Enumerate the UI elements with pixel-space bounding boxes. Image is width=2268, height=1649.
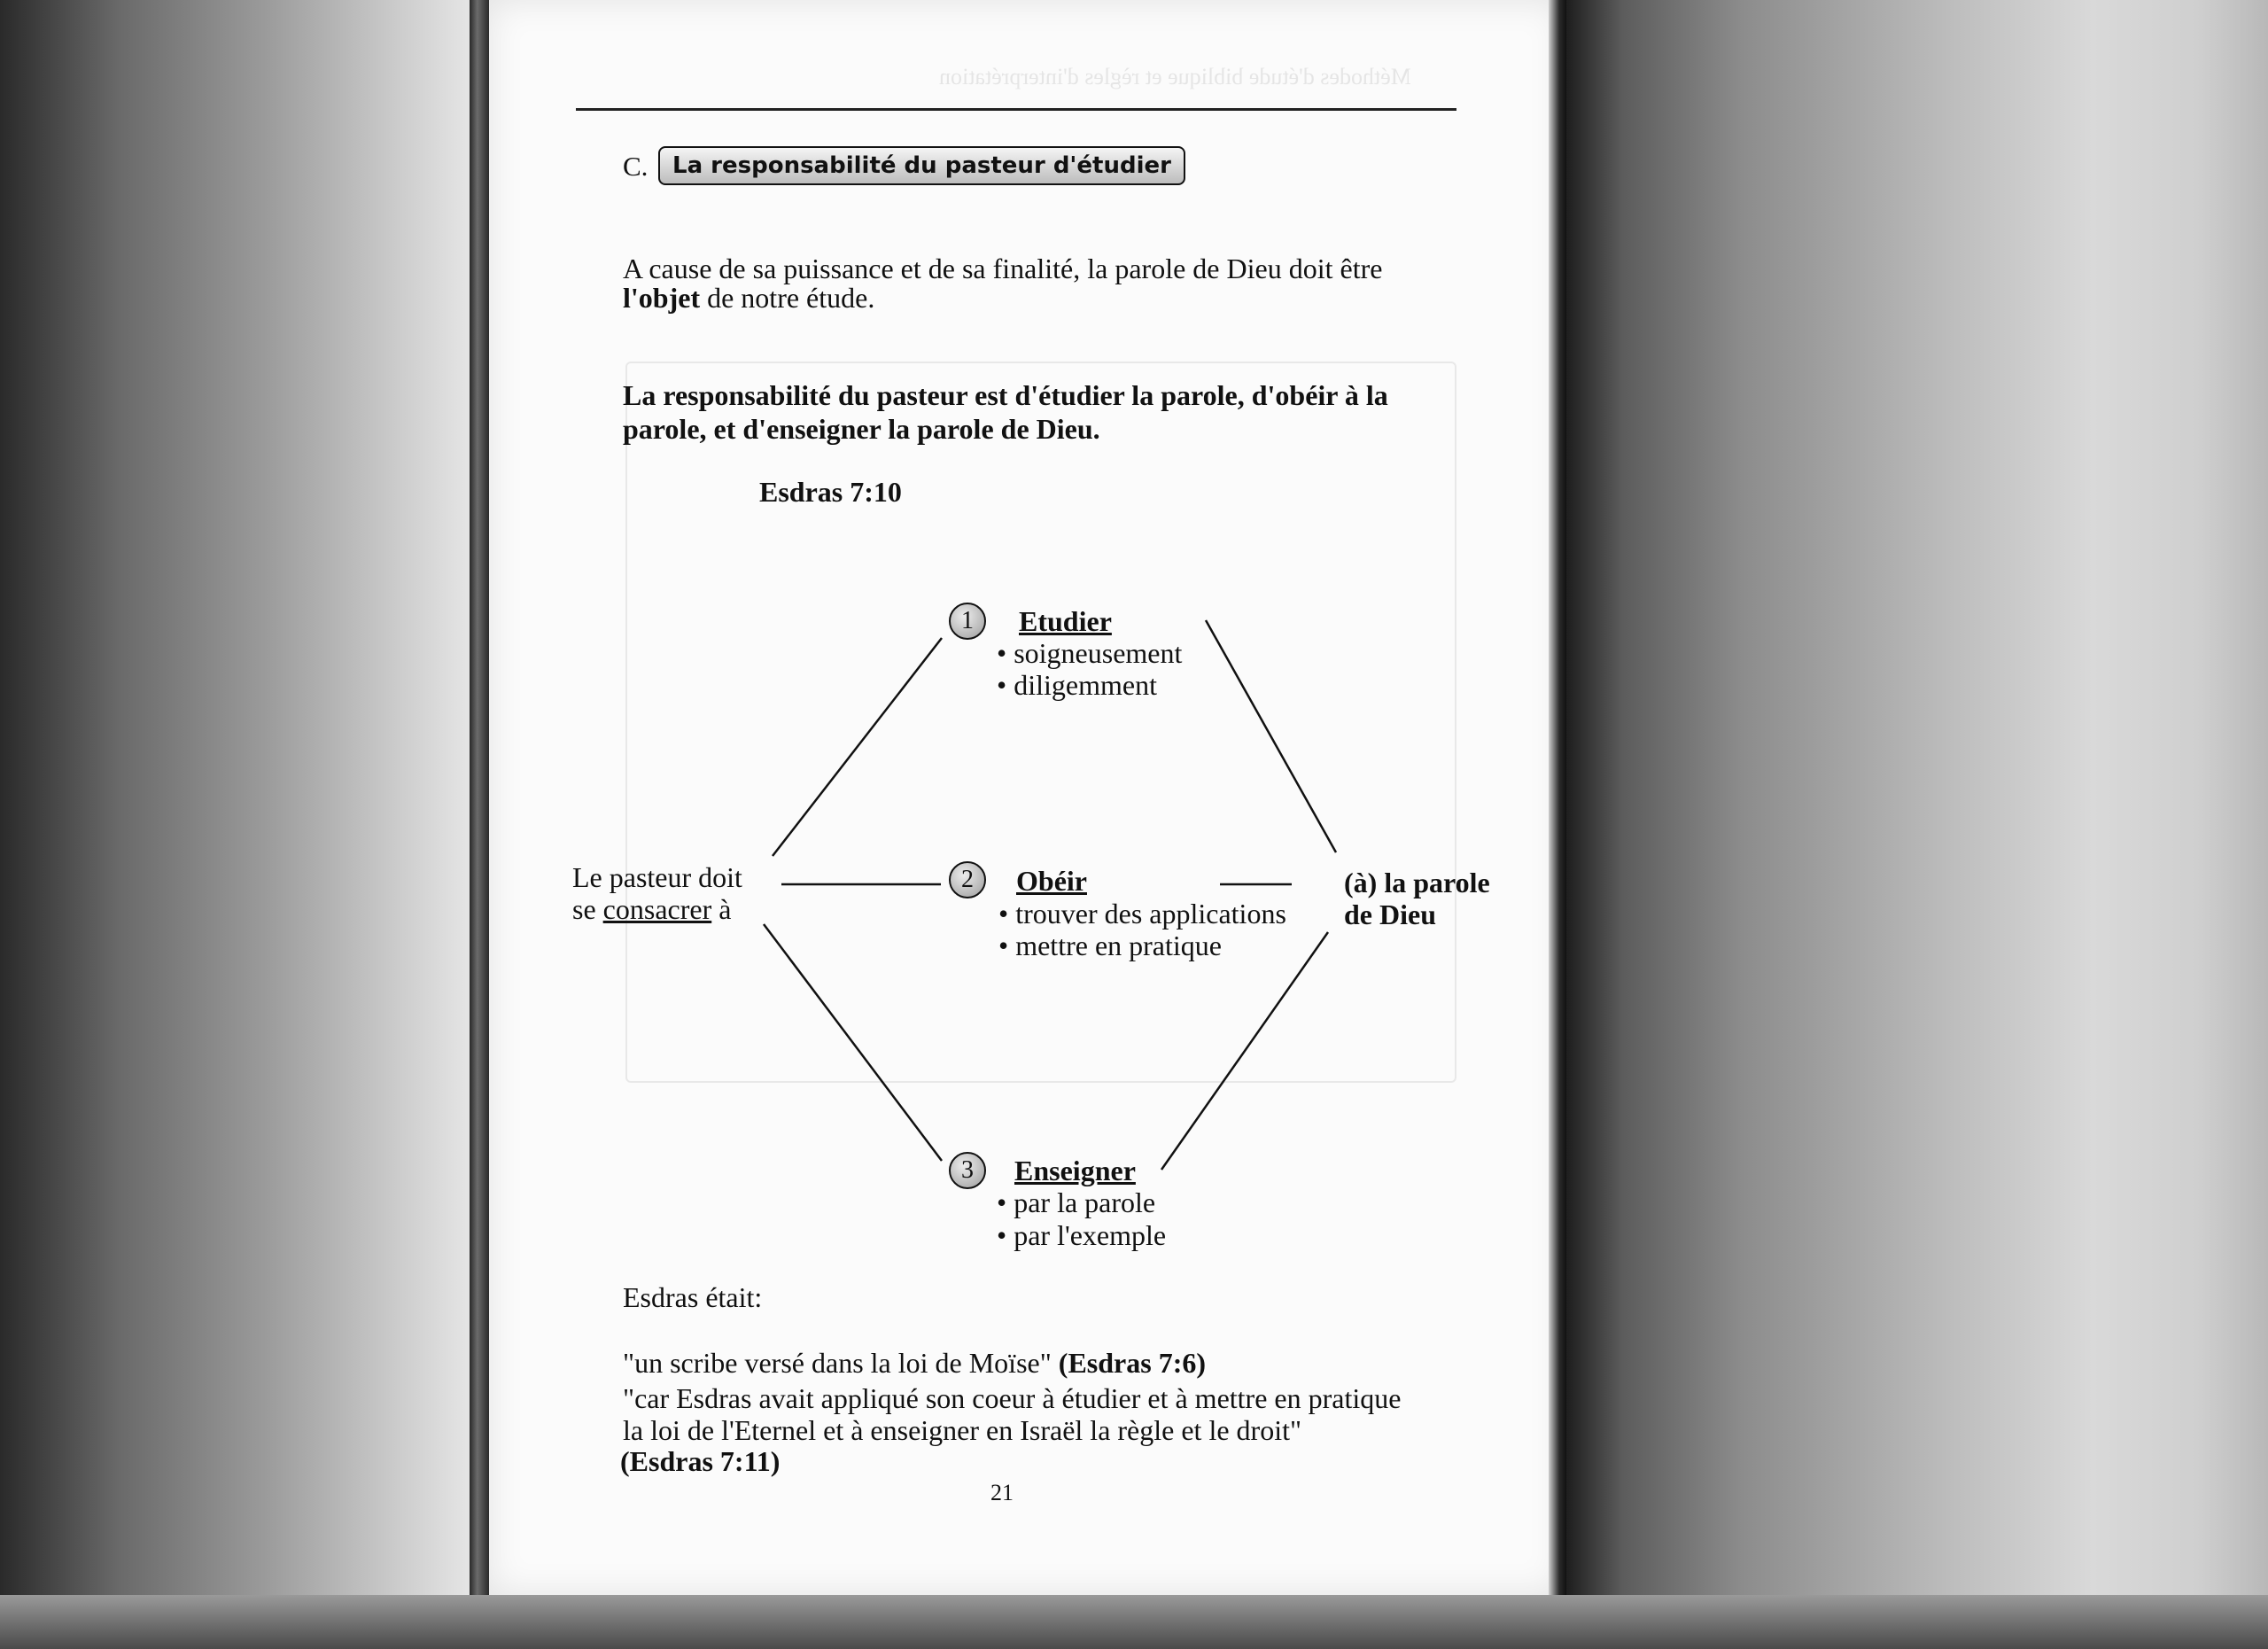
closing-label: Esdras était: bbox=[623, 1281, 763, 1313]
diagram-left-line-2 bbox=[572, 893, 731, 925]
section-title: La responsabilité du pasteur d'étudier bbox=[672, 152, 1171, 179]
line-left-to-enseigner bbox=[764, 924, 942, 1161]
left-suffix: à bbox=[711, 893, 732, 925]
closing-quote-2-reference: (Esdras 7:11) bbox=[620, 1445, 781, 1477]
step-2-number-circle: 2 bbox=[949, 861, 986, 898]
step-3-number-circle: 3 bbox=[949, 1152, 986, 1189]
step-1-bullet-1: • soigneusement bbox=[997, 637, 1183, 669]
step-2-bullet-1: • trouver des applications bbox=[998, 898, 1286, 930]
closing-quote-2-line-2: la loi de l'Eternel et à enseigner en Israël la règle et le droit" bbox=[623, 1414, 1302, 1446]
closing-quote-2-line-1: "car Esdras avait appliqué son coeur à étudier et à mettre en pratique bbox=[623, 1382, 1402, 1414]
left-prefix: se bbox=[572, 893, 603, 925]
mirrored-running-title: Méthodes d'étude biblique et règles d'interprétation bbox=[939, 64, 1411, 89]
page-number: 21 bbox=[990, 1480, 1014, 1505]
step-3-title: Enseigner bbox=[1014, 1155, 1136, 1186]
quote-1-reference: (Esdras 7:6) bbox=[1058, 1347, 1206, 1379]
intro-line-2-rest: de notre étude. bbox=[700, 282, 875, 314]
reference-esdras-7-10: Esdras 7:10 bbox=[759, 476, 902, 508]
thesis-line-1: La responsabilité du pasteur est d'étudier la parole, d'obéir à la bbox=[623, 379, 1388, 411]
line-etudier-to-parole bbox=[1206, 620, 1336, 852]
section-letter: C. bbox=[623, 151, 649, 182]
quote-1-text: "un scribe versé dans la loi de Moïse" bbox=[623, 1347, 1059, 1379]
line-left-to-etudier bbox=[773, 638, 942, 856]
step-1-title: Etudier bbox=[1019, 605, 1112, 637]
step-2-bullet-2: • mettre en pratique bbox=[998, 930, 1222, 961]
line-enseigner-to-parole bbox=[1161, 932, 1328, 1170]
step-1-bullet-2: • diligemment bbox=[997, 669, 1157, 701]
intro-bold-word: l'objet bbox=[623, 282, 701, 314]
closing-quote-1 bbox=[623, 1347, 1206, 1379]
consacrer-underlined: consacrer bbox=[602, 893, 712, 925]
thesis-line-2: parole, et d'enseigner la parole de Dieu. bbox=[623, 413, 1100, 445]
diagram-right-line-2: de Dieu bbox=[1344, 898, 1436, 930]
step-3-bullet-2: • par l'exemple bbox=[997, 1219, 1167, 1251]
diagram-left-line-1: Le pasteur doit bbox=[572, 861, 742, 893]
diagram-right-line-1: (à) la parole bbox=[1344, 867, 1490, 898]
intro-line-1: A cause de sa puissance et de sa finalité, la parole de Dieu doit être bbox=[623, 253, 1383, 284]
step-3-bullet-1: • par la parole bbox=[997, 1186, 1156, 1218]
step-2-title: Obéir bbox=[1016, 865, 1087, 897]
step-1-number-circle: 1 bbox=[949, 603, 986, 640]
